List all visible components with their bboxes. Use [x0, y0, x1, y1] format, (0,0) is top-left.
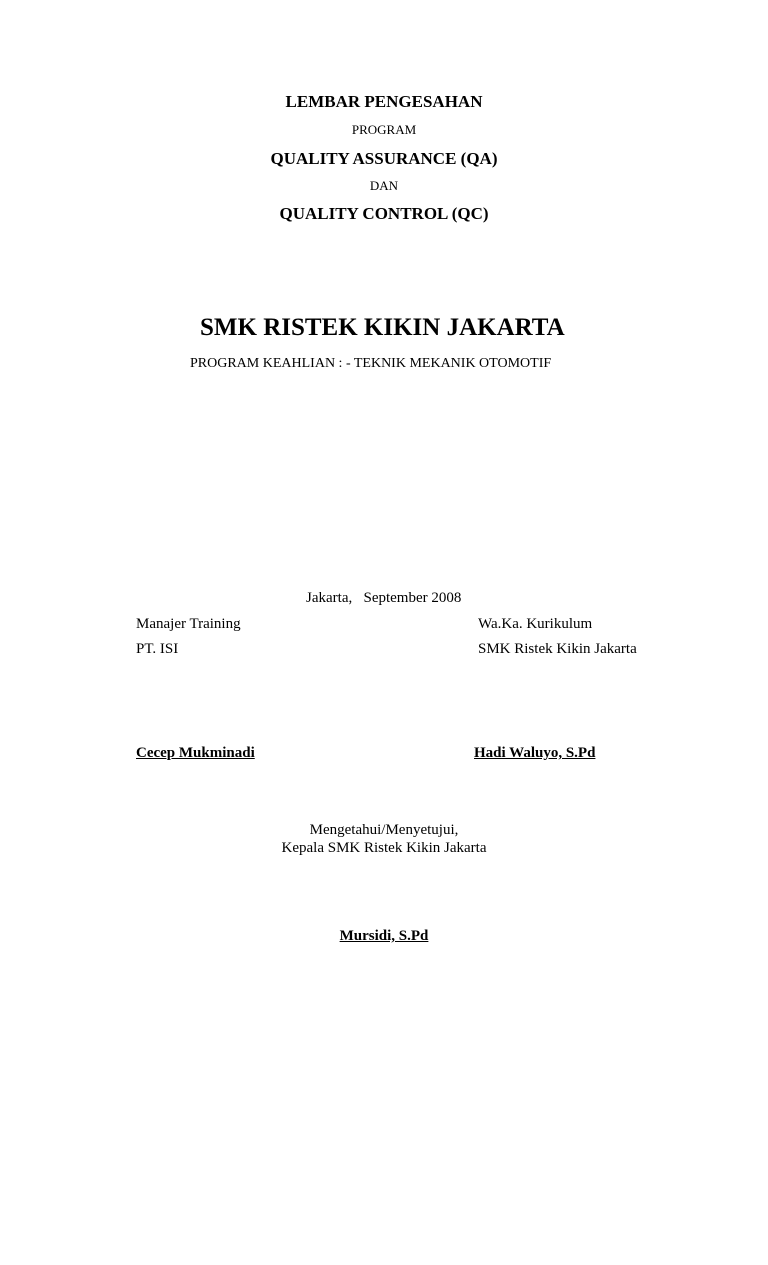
left-signatory-name: Cecep Mukminadi [136, 745, 255, 761]
subtitle-qa: QUALITY ASSURANCE (QA) [270, 149, 498, 168]
approval-name: Mursidi, S.Pd [339, 928, 429, 944]
school-name: SMK RISTEK KIKIN JAKARTA [200, 314, 565, 341]
subtitle-qc: QUALITY CONTROL (QC) [279, 204, 489, 223]
program-keahlian: PROGRAM KEAHLIAN : - TEKNIK MEKANIK OTOMOTIF [190, 356, 552, 371]
approval-label: Mengetahui/Menyetujui, [309, 822, 459, 838]
left-signatory-title: Manajer Training [136, 616, 241, 632]
right-signatory-title: Wa.Ka. Kurikulum [478, 616, 593, 632]
doc-title: LEMBAR PENGESAHAN [285, 92, 483, 111]
right-signatory-name: Hadi Waluyo, S.Pd [474, 745, 596, 761]
place-date: Jakarta, September 2008 [306, 590, 462, 606]
right-signatory-org: SMK Ristek Kikin Jakarta [478, 641, 637, 657]
subtitle-program: PROGRAM [351, 122, 417, 137]
approval-position: Kepala SMK Ristek Kikin Jakarta [281, 840, 487, 856]
subtitle-dan: DAN [369, 178, 399, 193]
left-signatory-org: PT. ISI [136, 641, 179, 657]
